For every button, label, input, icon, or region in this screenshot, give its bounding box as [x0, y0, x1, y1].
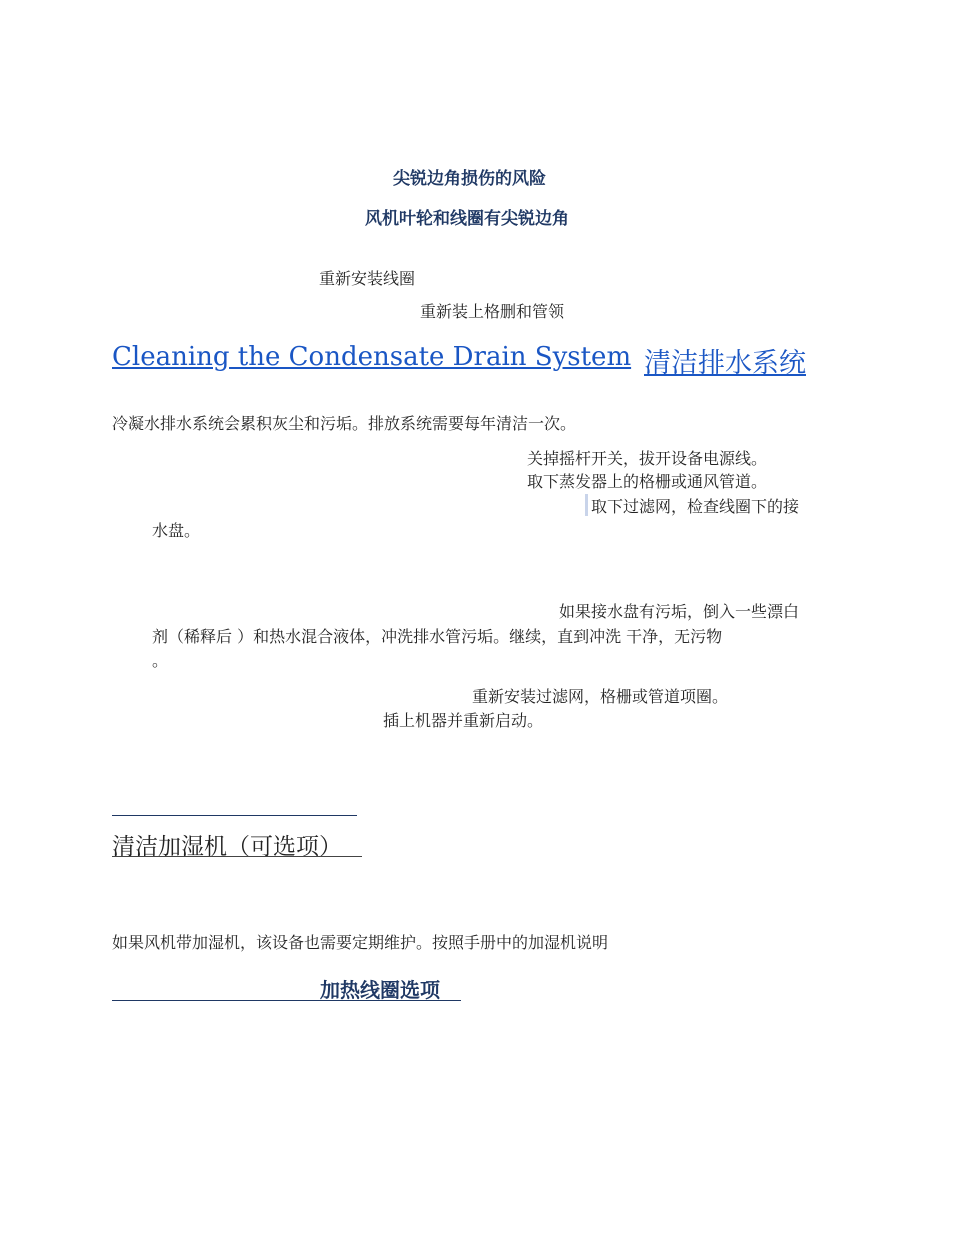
step-4-line-2: 剂（稀释后 ）和热水混合液体，冲洗排水管污垢。继续，直到冲洗 干净，无污物 — [152, 627, 723, 646]
step-1: 关掉摇杆开关，拔开设备电源线。 — [527, 449, 768, 468]
section-2-title: 清洁加湿机（可选项） — [112, 834, 342, 860]
step-2: 取下蒸发器上的格栅或通风管道。 — [527, 472, 768, 491]
section-2-underline — [112, 856, 362, 857]
step-4-line-1: 如果接水盘有污垢，倒入一些漂白 — [559, 602, 800, 621]
warning-title: 尖锐边角损伤的风险 — [393, 169, 546, 189]
step-3-line-1: 取下过滤网，检查线圈下的接 — [591, 497, 800, 516]
step-reinstall-coil: 重新安装线圈 — [319, 269, 416, 288]
section-2-rule — [112, 815, 357, 816]
text-cursor — [585, 494, 588, 516]
step-4-line-3: 。 — [152, 651, 169, 670]
section-3-underline — [112, 1000, 461, 1001]
step-5: 重新安装过滤网，格栅或管道项圈。 — [472, 687, 729, 706]
section-2-text: 如果风机带加湿机，该设备也需要定期维护。按照手册中的加湿机说明 — [112, 933, 609, 952]
section-intro: 冷凝水排水系统会累积灰尘和污垢。排放系统需要每年清洁一次。 — [112, 414, 577, 433]
section-heading-link-en[interactable]: Cleaning the Condensate Drain System — [112, 342, 632, 372]
step-3-line-2: 水盘。 — [152, 521, 201, 540]
section-3-title: 加热线圈选项 — [320, 978, 440, 1002]
step-reinstall-grille: 重新装上格删和管领 — [420, 302, 565, 321]
step-6: 插上机器并重新启动。 — [383, 711, 544, 730]
section-heading-link-cn[interactable]: 清洁排水系统 — [644, 348, 806, 379]
warning-subtitle: 风机叶轮和线圈有尖锐边角 — [365, 209, 569, 229]
